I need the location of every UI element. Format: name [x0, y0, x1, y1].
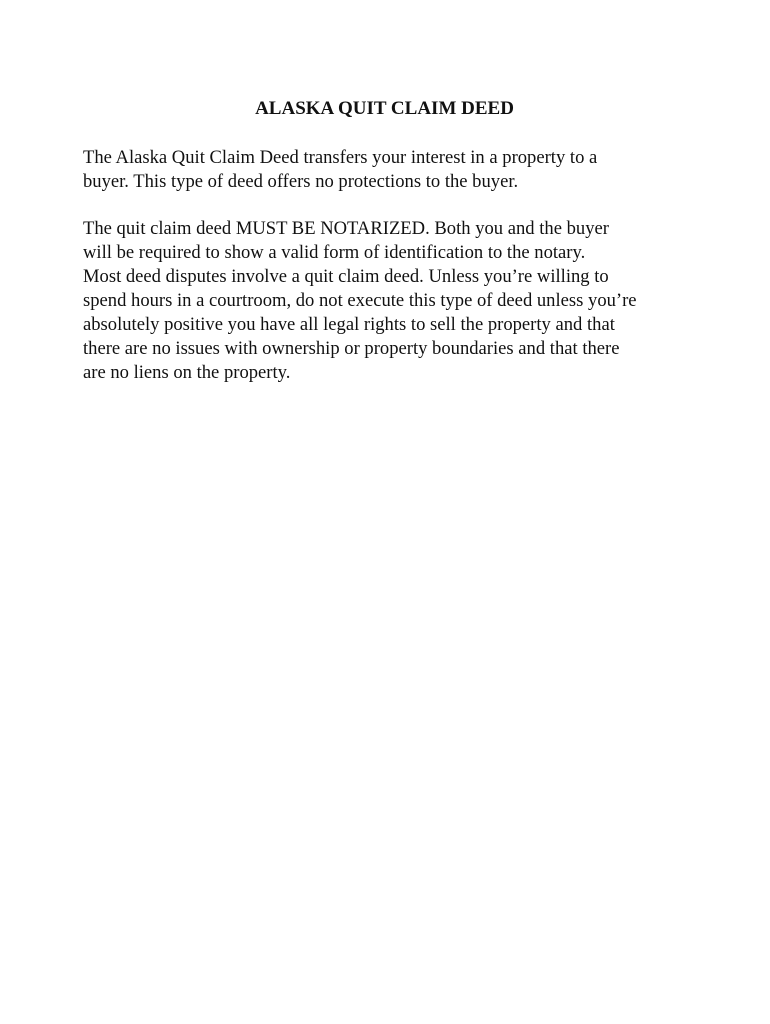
paragraph-line: are no liens on the property.: [83, 362, 291, 383]
paragraph-line: absolutely positive you have all legal rights to sell the property and that: [83, 314, 615, 335]
paragraph-line: buyer. This type of deed offers no protections to the buyer.: [83, 171, 519, 192]
document-title: ALASKA QUIT CLAIM DEED: [255, 98, 514, 119]
paragraph-line: The Alaska Quit Claim Deed transfers your interest in a property to a: [83, 147, 598, 168]
paragraph-line: spend hours in a courtroom, do not execute this type of deed unless you’re: [83, 290, 637, 311]
paragraph-line: The quit claim deed MUST BE NOTARIZED. Both you and the buyer: [83, 218, 609, 239]
paragraph-line: there are no issues with ownership or property boundaries and that there: [83, 338, 620, 359]
document-body: [83, 96, 693, 385]
paragraph-line: will be required to show a valid form of identification to the notary.: [83, 242, 586, 263]
notarization-paragraph: [83, 217, 693, 385]
paragraph-line: Most deed disputes involve a quit claim deed. Unless you’re willing to: [83, 266, 609, 287]
intro-paragraph: [83, 146, 693, 194]
